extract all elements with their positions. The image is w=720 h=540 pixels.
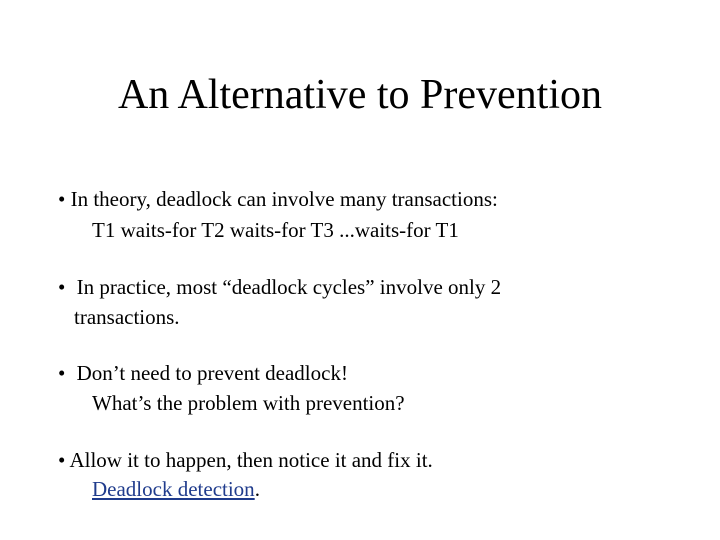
bullet-1-text: In theory, deadlock can involve many transactions:: [70, 187, 498, 211]
bullet-4-continuation: [92, 476, 260, 502]
bullet-2-continuation: transactions.: [74, 305, 180, 329]
slide-title: An Alternative to Prevention: [117, 72, 603, 118]
bullet-4-text: Allow it to happen, then notice it and fix it.: [69, 448, 433, 472]
bullet-4-suffix: .: [254, 477, 260, 501]
bullet-1: [58, 186, 498, 212]
bullet-2: [58, 274, 501, 300]
bullet-1-continuation: T1 waits-for T2 waits-for T3 ...waits-for T1: [92, 218, 459, 242]
bullet-4-marker: •: [58, 448, 66, 472]
bullet-3-continuation: What’s the problem with prevention?: [92, 391, 405, 415]
bullet-3: [58, 360, 348, 386]
bullet-1-marker: •: [58, 187, 66, 211]
bullet-4: [58, 447, 433, 473]
bullet-2-marker: •: [58, 275, 66, 299]
bullet-2-text: In practice, most “deadlock cycles” involve only 2: [76, 275, 502, 299]
deadlock-detection-link[interactable]: Deadlock detection: [92, 477, 255, 501]
bullet-3-marker: •: [58, 361, 66, 385]
bullet-3-text: Don’t need to prevent deadlock!: [76, 361, 348, 385]
